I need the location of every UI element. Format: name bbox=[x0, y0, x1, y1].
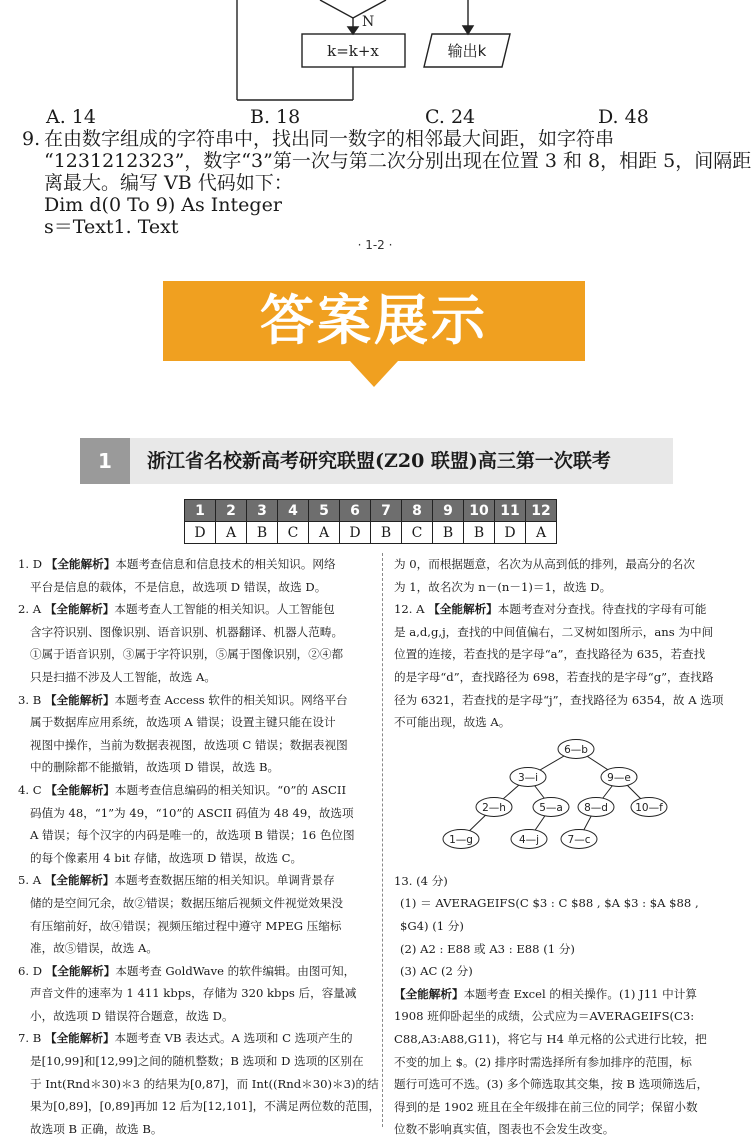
continued-line: 为 1，故名次为 n－(n－1)＝1，故选 D。 bbox=[394, 579, 612, 594]
explanation-line: 中的删除都不能撤销，故选项 D 错误，故选 B。 bbox=[30, 760, 280, 775]
explanation-line: 径为 6321，若查找的是字母“j”，查找路径为 6354，故 A 选项 bbox=[394, 692, 724, 707]
analysis-tag: 【全能解析】 bbox=[428, 602, 498, 617]
explanation-line: 题行可选可不选。(3) 多个筛选取其交集，按 B 选项筛选后， bbox=[394, 1077, 709, 1092]
answer-table bbox=[184, 499, 557, 544]
question9-line: 离最大。编写 VB 代码如下： bbox=[44, 172, 293, 194]
question-number-cell: 8 bbox=[402, 500, 433, 522]
explanation-line: 平台是信息的载体，不是信息，故选项 D 错误，故选 D。 bbox=[30, 579, 327, 594]
tree-node-label: 5—a bbox=[539, 802, 563, 814]
analysis-tag: 【全能解析】 bbox=[45, 782, 115, 797]
explanation-line: 于 Int(Rnd＊30)＊3 的结果为[0,87]，而 Int((Rnd＊30)＊3)的结 bbox=[30, 1076, 379, 1091]
explanation-line: 不可能出现，故选 A。 bbox=[394, 715, 511, 730]
answer-cell: D bbox=[495, 522, 526, 544]
analysis-tag: 【全能解析】 bbox=[45, 963, 116, 978]
output-label: 输出k bbox=[447, 42, 487, 60]
column-divider bbox=[382, 553, 383, 1127]
answer-line: (2) A2 : E88 或 A3 : E88 (1 分) bbox=[400, 941, 575, 956]
explanation-line: 有压缩前好，故④错误；视频压缩过程中遵守 MPEG 压缩标 bbox=[30, 918, 342, 933]
answer-cell: C bbox=[402, 522, 433, 544]
analysis-tag: 【全能解析】 bbox=[45, 557, 116, 571]
question-number-cell: 3 bbox=[247, 500, 278, 522]
code-line: s＝Text1. Text bbox=[44, 216, 179, 238]
question-number-cell: 2 bbox=[216, 500, 247, 522]
analysis-tag: 【全能解析】 bbox=[44, 873, 115, 888]
explanation-line: 位置的连接，若查找的是字母“a”，查找路径为 635，若查找 bbox=[394, 647, 706, 662]
tree-node-label: 9—e bbox=[607, 772, 631, 784]
explanation-item-12 bbox=[394, 598, 734, 621]
explanation-item bbox=[18, 1027, 370, 1050]
answer-cell: B bbox=[433, 522, 464, 544]
analysis-tag: 【全能解析】 bbox=[394, 986, 464, 1001]
answer-cell: B bbox=[371, 522, 402, 544]
question-number-cell: 5 bbox=[309, 500, 340, 522]
page-number: · 1-2 · bbox=[357, 238, 393, 252]
question-number-cell: 10 bbox=[464, 500, 495, 522]
item-number: 7. B bbox=[18, 1031, 42, 1046]
explanation-item bbox=[18, 553, 370, 576]
item-number: 6. D bbox=[18, 963, 43, 978]
explanation-line: A 错误；每个汉字的内码是唯一的，故选项 B 错误；16 色位图 bbox=[30, 828, 355, 843]
analysis-tag: 【全能解析】 bbox=[44, 602, 115, 617]
explanation-line: 不变的加上 $。(2) 排序时需选择所有参加排序的范围，标 bbox=[394, 1054, 692, 1069]
process-box-label: k=k+x bbox=[327, 42, 379, 60]
answer-cell: C bbox=[278, 522, 309, 544]
question-number-cell: 12 bbox=[526, 500, 557, 522]
explanation-line: 本题考查 Excel 的相关操作。(1) J11 中计算 bbox=[463, 986, 697, 1001]
tree-node-label: 8—d bbox=[584, 802, 608, 814]
item-number: 12. A bbox=[394, 602, 425, 617]
explanation-line: 本题考查数据压缩的相关知识。单调背景存 bbox=[114, 873, 335, 888]
explanation-item bbox=[18, 689, 370, 712]
explanation-line: 本题考查人工智能的相关知识。人工智能包 bbox=[114, 602, 335, 617]
question-number-cell: 9 bbox=[433, 500, 464, 522]
answer-cell: A bbox=[309, 522, 340, 544]
question-number-cell: 4 bbox=[278, 500, 309, 522]
explanation-line: 的是字母“d”，查找路径为 698，若查找的是字母“g”，查找路 bbox=[394, 669, 714, 684]
answer-cell: B bbox=[464, 522, 495, 544]
option-d: D. 48 bbox=[598, 106, 649, 128]
question-number-cell: 7 bbox=[371, 500, 402, 522]
tree-node-label: 2—h bbox=[482, 802, 506, 814]
explanation-line: 本题考查 GoldWave 的软件编辑。由图可知， bbox=[115, 963, 356, 978]
tree-node-label: 10—f bbox=[635, 802, 663, 814]
explanation-line: 位数不影响真实值，图表也不会发生改变。 bbox=[394, 1122, 615, 1137]
analysis-tag: 【全能解析】 bbox=[44, 692, 115, 707]
explanation-item-13 bbox=[394, 983, 734, 1006]
flow-n-label: N bbox=[362, 14, 375, 30]
question9-number: 9. bbox=[22, 128, 41, 150]
explanation-line: 1908 班仰卧起坐的成绩，公式应为＝AVERAGEIFS(C3: bbox=[394, 1009, 695, 1024]
explanation-line: C88,A3:A88,G11)，将它与 H4 单元格的公式进行比较，把 bbox=[394, 1031, 707, 1046]
decision-diamond-edge bbox=[320, 0, 386, 18]
question-number-cell: 1 bbox=[185, 500, 216, 522]
explanation-line: 码值为 48，“1”为 49，“10”的 ASCII 码值为 48 49，故选项 bbox=[30, 805, 354, 820]
answer-cell: A bbox=[526, 522, 557, 544]
flowchart-fragment bbox=[0, 0, 750, 110]
explanation-line: 小，故选项 D 错误符合题意，故选 D。 bbox=[30, 1008, 234, 1023]
answer-cell: D bbox=[340, 522, 371, 544]
answer-table-header-row bbox=[185, 500, 557, 522]
explanation-line: 视图中操作，当前为数据表视图，故选项 C 错误；数据表视图 bbox=[30, 737, 348, 752]
explanation-line: 储的是空间冗余，故②错误；数据压缩后视频文件视觉效果没 bbox=[30, 895, 344, 910]
option-c: C. 24 bbox=[425, 106, 476, 128]
explanation-line: 本题考查信息和信息技术的相关知识。网络 bbox=[115, 557, 336, 571]
explanation-item bbox=[18, 960, 370, 983]
explanation-line: 本题考查信息编码的相关知识。“0”的 ASCII bbox=[114, 782, 347, 797]
explanation-line: 只是扫描不涉及人工智能，故选 A。 bbox=[30, 669, 216, 684]
section-number: 1 bbox=[80, 438, 130, 484]
answer-line: (1) ＝ AVERAGEIFS(C $3 : C $88 , $A $3 : $A $88 , bbox=[400, 896, 699, 911]
banner-title: 答案展示 bbox=[260, 289, 488, 352]
answer-table-answer-row bbox=[185, 522, 557, 544]
explanation-item bbox=[18, 779, 370, 802]
explanations-left-column bbox=[18, 553, 381, 1140]
question9 bbox=[22, 128, 751, 238]
tree-node-label: 1—g bbox=[449, 834, 473, 846]
tree-node-label: 7—c bbox=[567, 834, 591, 846]
explanation-line: 属于数据库应用系统，故选项 A 错误；设置主键只能在设计 bbox=[30, 715, 336, 730]
explanation-line: 声音文件的速率为 1 411 kbps，存储为 320 kbps 后，容量减 bbox=[30, 986, 357, 1001]
explanation-line: 是 a,d,g,j，查找的中间值偏右，二叉树如图所示，ans 为中间 bbox=[394, 624, 714, 639]
item-number: 3. B bbox=[18, 692, 42, 707]
question-number-cell: 11 bbox=[495, 500, 526, 522]
explanation-line: 的每个像素用 4 bit 存储，故选项 D 错误，故选 C。 bbox=[30, 850, 303, 865]
explanation-line: 故选项 B 正确，故选 B。 bbox=[30, 1121, 163, 1136]
question-number-cell: 6 bbox=[340, 500, 371, 522]
explanation-line: 得到的是 1902 班且在全年级排在前三位的同学；保留小数 bbox=[394, 1099, 698, 1114]
item-number: 2. A bbox=[18, 602, 42, 617]
answer-cell: D bbox=[185, 522, 216, 544]
explanation-item bbox=[18, 869, 370, 892]
question9-line: 在由数字组成的字符串中，找出同一数字的相邻最大间距，如字符串 bbox=[44, 128, 615, 150]
section-title: 浙江省名校新高考研究联盟(Z20 联盟)高三第一次联考 bbox=[147, 450, 611, 472]
option-a: A. 14 bbox=[46, 106, 96, 128]
explanation-line: 含字符识别、图像识别、语音识别、机器翻译、机器人范畴。 bbox=[30, 624, 344, 639]
item-number: 5. A bbox=[18, 873, 42, 888]
answer-line: (3) AC (2 分) bbox=[400, 964, 473, 979]
explanation-line: 本题考查 VB 表达式。A 选项和 C 选项产生的 bbox=[114, 1031, 353, 1046]
answer-cell: A bbox=[216, 522, 247, 544]
tree-node-label: 4—j bbox=[518, 834, 540, 846]
analysis-tag: 【全能解析】 bbox=[44, 1031, 115, 1046]
item13-head: 13. (4 分) bbox=[394, 873, 448, 888]
answer-line: $G4) (1 分) bbox=[400, 918, 464, 933]
code-line: Dim d(0 To 9) As Integer bbox=[44, 194, 282, 216]
explanation-line: 准，故⑤错误，故选 A。 bbox=[30, 941, 158, 956]
continued-line: 为 0，而根据题意，名次为从高到低的排列，最高分的名次 bbox=[394, 557, 695, 571]
explanation-line: 本题考查对分查找。待查找的字母有可能 bbox=[497, 602, 707, 617]
item-number: 1. D bbox=[18, 557, 43, 571]
question9-line: “1231212323”，数字“3”第一次与第二次分别出现在位置 3 和 8，相距 5，间隔距 bbox=[44, 150, 751, 172]
explanation-line: 本题考查 Access 软件的相关知识。网络平台 bbox=[114, 692, 348, 707]
answer-cell: B bbox=[247, 522, 278, 544]
explanation-line: 果为[0,89]，[0,89]再加 12 后为[12,101]，不满足两位数的范围， bbox=[30, 1099, 381, 1114]
binary-search-tree bbox=[436, 735, 686, 855]
item-number: 4. C bbox=[18, 782, 42, 797]
explanation-line: ①属于语音识别，③属于字符识别，⑤属于图像识别，②④都 bbox=[30, 647, 344, 662]
tree-node-label: 6—b bbox=[564, 744, 588, 756]
tree-node-label: 3—i bbox=[517, 772, 539, 784]
explanation-item bbox=[18, 598, 370, 621]
explanation-line: 是[10,99]和[12,99]之间的随机整数；B 选项和 D 选项的区别在 bbox=[30, 1054, 364, 1069]
option-b: B. 18 bbox=[250, 106, 301, 128]
